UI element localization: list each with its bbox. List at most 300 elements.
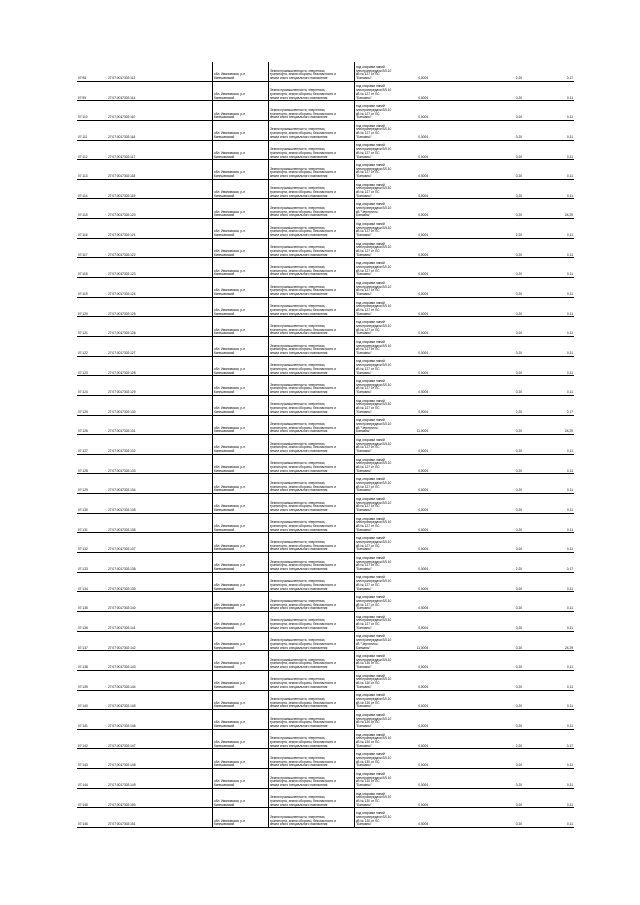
- row-number: 07:128: [77, 454, 107, 474]
- permitted-use-line: электропередачи ВЛ-10: [356, 539, 392, 544]
- amount-value: 0,11: [523, 435, 574, 455]
- amount-value: 0,17: [523, 395, 574, 415]
- amount-value: 24,29: [523, 631, 574, 651]
- land-category: [269, 572, 355, 592]
- permitted-use-line: под опорами линий: [356, 182, 385, 187]
- permitted-use-line: под опорами линий: [356, 771, 385, 776]
- permitted-use: [355, 729, 408, 749]
- permitted-use-line: кВ № 127 от ПС: [356, 406, 380, 411]
- rate-value: 0,20: [429, 474, 523, 494]
- permitted-use-line: электропередачи ВЛ-10: [356, 166, 392, 171]
- permitted-use-line: электропередачи ВЛ-10: [356, 206, 392, 211]
- permitted-use-line: электропередачи ВЛ-10: [356, 68, 392, 73]
- land-category-line: земли иного специального назначения: [270, 488, 328, 493]
- area-value: 0,0004: [407, 238, 429, 258]
- permitted-use-line: электропередачи ВЛ-10: [356, 598, 392, 603]
- rate-value: 0,20: [429, 101, 523, 121]
- parcel-address-line: обл. Ивановская, р-н: [214, 759, 245, 764]
- area-value: 0,0004: [407, 160, 429, 180]
- amount-value: 0,11: [523, 317, 574, 337]
- parcel-address-line: обл. Ивановская, р-н: [214, 190, 245, 195]
- area-value: 0,0004: [407, 533, 429, 553]
- land-category: [269, 140, 355, 160]
- parcel-address-line: Кинешемский: [214, 724, 235, 729]
- land-category-line: транспорта, земли обороны, безопасности и: [270, 622, 336, 627]
- parcel-address-line: обл. Ивановская, р-н: [214, 307, 245, 312]
- parcel-address-line: Кинешемский: [214, 311, 235, 316]
- parcel-address-line: обл. Ивановская, р-н: [214, 249, 245, 253]
- area-value: 0,0004: [407, 670, 429, 690]
- cadastral-number: 27:07:0017302:121: [107, 219, 213, 239]
- row-number: 07:113: [77, 160, 107, 180]
- permitted-use-line: кВ № 127 от ПС: [356, 504, 380, 509]
- permitted-use-line: кВ № 127 от ПС: [356, 249, 380, 253]
- area-value: 0,0004: [407, 611, 429, 631]
- parcel-address-line: обл. Ивановская, р-н: [214, 347, 245, 352]
- permitted-use-line: кВ № 127 от ПС: [356, 268, 380, 273]
- cadastral-number: 27:07:0017302:150: [107, 788, 213, 808]
- permitted-use: [355, 533, 408, 553]
- land-category-line: земли иного специального назначения: [270, 174, 328, 179]
- parcel-address: [213, 513, 269, 533]
- land-category-line: транспорта, земли обороны, безопасности и: [270, 288, 336, 293]
- land-category: [269, 611, 355, 631]
- row-number: 07:125: [77, 395, 107, 415]
- land-category: [269, 317, 355, 337]
- permitted-use-line: "Батманы": [356, 75, 372, 80]
- area-value: 0,0004: [407, 435, 429, 455]
- permitted-use-line: под опорами линий: [356, 555, 385, 560]
- land-category-line: земли иного специального назначения: [270, 429, 328, 434]
- parcel-address: [213, 769, 269, 789]
- parcel-address-line: обл. Ивановская, р-н: [214, 641, 245, 646]
- area-value: 0,0004: [407, 278, 429, 298]
- land-category-line: транспорта, земли обороны, безопасности и: [270, 307, 336, 312]
- parcel-address-line: Кинешемский: [214, 566, 235, 571]
- permitted-use-line: под опорами линий: [356, 84, 385, 89]
- cadastral-number: 27:07:0017302:124: [107, 278, 213, 298]
- land-category-line: транспорта, земли обороны, безопасности и: [270, 798, 336, 803]
- land-category-line: земли иного специального назначения: [270, 822, 328, 827]
- parcel-address-line: обл. Ивановская, р-н: [214, 740, 245, 745]
- land-category-line: Земли промышленности, энергетики,: [270, 480, 326, 485]
- table-row: [77, 670, 574, 690]
- parcel-address-line: обл. Ивановская, р-н: [214, 386, 245, 391]
- permitted-use-line: "Батманы": [356, 350, 372, 355]
- permitted-use-line: кВ № 127 от ПС: [356, 111, 380, 116]
- rate-value: 0,20: [429, 494, 523, 514]
- amount-value: 24,29: [523, 415, 574, 435]
- permitted-use-line: Батманы": [356, 645, 371, 650]
- table-row: [77, 651, 574, 671]
- row-number: 07:126: [77, 415, 107, 435]
- land-category-line: транспорта, земли обороны, безопасности и: [270, 366, 336, 371]
- land-category: [269, 553, 355, 573]
- permitted-use-line: кВ "Чернятино-: [356, 641, 379, 646]
- table-row: [77, 297, 574, 317]
- land-category-line: транспорта, земли обороны, безопасности и: [270, 91, 336, 96]
- land-category-line: Земли промышленности, энергетики,: [270, 225, 326, 230]
- parcel-address-line: Кинешемский: [214, 174, 235, 179]
- land-category-line: Земли промышленности, энергетики,: [270, 88, 326, 93]
- permitted-use: [355, 101, 408, 121]
- cadastral-number: 27:07:0017302:122: [107, 238, 213, 258]
- row-number: 07:121: [77, 317, 107, 337]
- permitted-use-line: электропередачи ВЛ-10: [356, 559, 392, 564]
- permitted-use-line: электропередачи ВЛ-10: [356, 284, 392, 289]
- rate-value: 0,20: [429, 356, 523, 376]
- amount-value: 0,11: [523, 160, 574, 180]
- land-category-line: Земли промышленности, энергетики,: [270, 68, 326, 73]
- permitted-use-line: под опорами линий: [356, 379, 385, 384]
- parcel-address-line: обл. Ивановская, р-н: [214, 425, 245, 430]
- land-category-line: Земли промышленности, энергетики,: [270, 716, 326, 721]
- area-value: 0,0004: [407, 297, 429, 317]
- permitted-use-line: кВ № 127 от ПС: [356, 563, 380, 568]
- permitted-use-line: электропередачи ВЛ-10: [356, 657, 392, 662]
- land-category: [269, 219, 355, 239]
- permitted-use-line: "Батманы": [356, 311, 372, 316]
- amount-value: 0,17: [523, 553, 574, 573]
- parcel-address-line: Кинешемский: [214, 665, 235, 670]
- land-category: [269, 513, 355, 533]
- land-category-line: земли иного специального назначения: [270, 311, 328, 316]
- land-category-line: земли иного специального назначения: [270, 684, 328, 689]
- permitted-use: [355, 710, 408, 730]
- permitted-use-line: электропередачи ВЛ-10: [356, 323, 392, 328]
- cadastral-number: 27:07:0017302:127: [107, 336, 213, 356]
- land-category-line: транспорта, земли обороны, безопасности и: [270, 131, 336, 136]
- table-row: [77, 81, 574, 101]
- area-value: 0,0004: [407, 494, 429, 514]
- land-category-line: земли иного специального назначения: [270, 645, 328, 650]
- table-row: [77, 710, 574, 730]
- land-category-line: земли иного специального назначения: [270, 743, 328, 748]
- land-category: [269, 356, 355, 376]
- cadastral-number: 27:07:0017302:114: [107, 81, 213, 101]
- permitted-use-line: кВ № 127 от ПС: [356, 622, 380, 627]
- permitted-use-line: кВ "Чернятино-: [356, 209, 379, 214]
- parcel-address-line: обл. Ивановская, р-н: [214, 563, 245, 568]
- permitted-use: [355, 769, 408, 789]
- row-number: 07:130: [77, 494, 107, 514]
- parcel-address-line: обл. Ивановская, р-н: [214, 170, 245, 175]
- table-row: [77, 435, 574, 455]
- permitted-use-line: кВ "Чернятино-: [356, 425, 379, 430]
- table-row: [77, 415, 574, 435]
- land-category-line: Земли промышленности, энергетики,: [270, 363, 326, 368]
- land-category-line: транспорта, земли обороны, безопасности и: [270, 170, 336, 175]
- cadastral-number: 27:07:0017302:136: [107, 513, 213, 533]
- permitted-use-line: кВ № 127 от ПС: [356, 190, 380, 195]
- permitted-use-line: под опорами линий: [356, 143, 385, 148]
- area-value: 0,0004: [407, 199, 429, 219]
- parcel-address-line: обл. Ивановская, р-н: [214, 327, 245, 332]
- land-category-line: транспорта, земли обороны, безопасности и: [270, 818, 336, 823]
- rate-value: 2,20: [429, 219, 523, 239]
- table-row: [77, 356, 574, 376]
- permitted-use: [355, 356, 408, 376]
- permitted-use-line: электропередачи ВЛ-10: [356, 304, 392, 309]
- parcel-address: [213, 494, 269, 514]
- rate-value: 0,20: [429, 769, 523, 789]
- permitted-use: [355, 749, 408, 769]
- cadastral-number: 27:07:0017302:143: [107, 651, 213, 671]
- cadastral-number: 27:07:0017302:133: [107, 454, 213, 474]
- land-category: [269, 769, 355, 789]
- parcel-address: [213, 454, 269, 474]
- parcel-address-line: Кинешемский: [214, 449, 235, 454]
- permitted-use-line: электропередачи ВЛ-10: [356, 127, 392, 132]
- permitted-use-line: "Батманы": [356, 154, 372, 159]
- rate-value: 0,20: [429, 120, 523, 140]
- land-category-line: Земли промышленности, энергетики,: [270, 500, 326, 505]
- permitted-use-line: "Батманы": [356, 95, 372, 100]
- land-category-line: Земли промышленности, энергетики,: [270, 206, 326, 211]
- table-row: [77, 376, 574, 396]
- parcel-address: [213, 356, 269, 376]
- permitted-use-line: "Батманы": [356, 724, 372, 729]
- land-category-line: транспорта, земли обороны, безопасности и: [270, 72, 336, 77]
- parcel-address-line: обл. Ивановская, р-н: [214, 681, 245, 686]
- row-number: 07:131: [77, 513, 107, 533]
- land-category: [269, 376, 355, 396]
- row-number: 07:99: [77, 81, 107, 101]
- row-number: 07:118: [77, 258, 107, 278]
- parcel-address: [213, 415, 269, 435]
- row-number: 07:114: [77, 179, 107, 199]
- land-category-line: Земли промышленности, энергетики,: [270, 264, 326, 269]
- permitted-use: [355, 140, 408, 160]
- parcel-address: [213, 631, 269, 651]
- permitted-use-line: под опорами линий: [356, 261, 385, 266]
- parcel-address: [213, 336, 269, 356]
- row-number: 07:132: [77, 533, 107, 553]
- land-category: [269, 474, 355, 494]
- parcel-address: [213, 317, 269, 337]
- cadastral-number: 27:07:0017302:137: [107, 533, 213, 553]
- land-category-line: земли иного специального назначения: [270, 586, 328, 591]
- cadastral-number: 27:07:0017302:135: [107, 494, 213, 514]
- land-category-line: транспорта, земли обороны, безопасности и: [270, 425, 336, 430]
- permitted-use-line: под опорами линий: [356, 575, 385, 580]
- land-category-line: транспорта, земли обороны, безопасности и: [270, 268, 336, 273]
- permitted-use-line: кВ № 130 от ПС: [356, 720, 380, 725]
- area-value: 0,0004: [407, 395, 429, 415]
- permitted-use-line: электропередачи ВЛ-10: [356, 697, 392, 702]
- permitted-use-line: под опорами линий: [356, 654, 385, 659]
- permitted-use-line: "Батманы": [356, 527, 372, 532]
- parcel-address: [213, 435, 269, 455]
- permitted-use-line: под опорами линий: [356, 300, 385, 305]
- land-category-line: земли иного специального назначения: [270, 547, 328, 552]
- land-category-line: земли иного специального назначения: [270, 704, 328, 709]
- parcel-address-line: Кинешемский: [214, 468, 235, 473]
- table-row: [77, 140, 574, 160]
- permitted-use: [355, 199, 408, 219]
- area-value: 0,0004: [407, 592, 429, 612]
- parcel-address: [213, 611, 269, 631]
- amount-value: 0,11: [523, 749, 574, 769]
- land-category: [269, 690, 355, 710]
- permitted-use-line: "Батманы": [356, 134, 372, 139]
- permitted-use-line: под опорами линий: [356, 673, 385, 678]
- parcel-address: [213, 729, 269, 749]
- row-number: 07:98: [77, 62, 107, 81]
- land-category: [269, 258, 355, 278]
- permitted-use: [355, 258, 408, 278]
- land-category-line: транспорта, земли обороны, безопасности и: [270, 150, 336, 155]
- parcel-address-line: Кинешемский: [214, 625, 235, 630]
- table-row: [77, 769, 574, 789]
- permitted-use-line: под опорами линий: [356, 791, 385, 796]
- permitted-use-line: "Батманы": [356, 684, 372, 689]
- table-row: [77, 513, 574, 533]
- permitted-use-line: "Батманы": [356, 272, 372, 277]
- row-number: 07:112: [77, 140, 107, 160]
- land-category: [269, 651, 355, 671]
- area-value: 0,0004: [407, 120, 429, 140]
- land-category-line: земли иного специального назначения: [270, 665, 328, 670]
- amount-value: 0,17: [523, 729, 574, 749]
- permitted-use-line: под опорами линий: [356, 595, 385, 600]
- land-category: [269, 631, 355, 651]
- rate-value: 0,20: [429, 572, 523, 592]
- cadastral-number: 27:07:0017302:116: [107, 120, 213, 140]
- parcel-address: [213, 219, 269, 239]
- permitted-use-line: Батманы": [356, 213, 371, 218]
- permitted-use-line: под опорами линий: [356, 241, 385, 246]
- area-value: 0,0004: [407, 690, 429, 710]
- permitted-use: [355, 611, 408, 631]
- cadastral-number: 27:07:0017302:118: [107, 160, 213, 180]
- table-row: [77, 101, 574, 121]
- permitted-use-line: электропередачи ВЛ-10: [356, 343, 392, 348]
- parcel-address-line: Кинешемский: [214, 527, 235, 532]
- amount-value: 0,11: [523, 297, 574, 317]
- table-row: [77, 454, 574, 474]
- land-category-line: Земли промышленности, энергетики,: [270, 304, 326, 309]
- parcel-address: [213, 710, 269, 730]
- table-body: [77, 62, 574, 827]
- permitted-use: [355, 238, 408, 258]
- land-category-line: земли иного специального назначения: [270, 606, 328, 611]
- table-row: [77, 474, 574, 494]
- table-row: [77, 120, 574, 140]
- area-value: 0,0004: [407, 651, 429, 671]
- land-category: [269, 199, 355, 219]
- permitted-use-line: кВ № 127 от ПС: [356, 366, 380, 371]
- amount-value: 0,11: [523, 140, 574, 160]
- table-row: [77, 494, 574, 514]
- land-category-line: земли иного специального назначения: [270, 233, 328, 238]
- permitted-use: [355, 297, 408, 317]
- land-category-line: земли иного специального назначения: [270, 449, 328, 454]
- permitted-use-line: электропередачи ВЛ-10: [356, 422, 392, 427]
- rate-value: 0,20: [429, 435, 523, 455]
- land-category-line: Земли промышленности, энергетики,: [270, 638, 326, 643]
- parcel-address-line: Кинешемский: [214, 684, 235, 689]
- cadastral-number: 27:07:0017302:123: [107, 258, 213, 278]
- land-category: [269, 435, 355, 455]
- land-category-line: Земли промышленности, энергетики,: [270, 677, 326, 682]
- permitted-use: [355, 278, 408, 298]
- permitted-use-line: "Батманы": [356, 193, 372, 198]
- land-category-line: земли иного специального назначения: [270, 331, 328, 336]
- parcel-address-line: Кинешемский: [214, 75, 235, 80]
- row-number: 07:139: [77, 670, 107, 690]
- table-row: [77, 631, 574, 651]
- land-category-line: транспорта, земли обороны, безопасности и: [270, 229, 336, 234]
- cadastral-number: 27:07:0017302:148: [107, 749, 213, 769]
- cadastral-number: 27:07:0017302:145: [107, 690, 213, 710]
- permitted-use-line: под опорами линий: [356, 163, 385, 168]
- area-value: 0,0004: [407, 769, 429, 789]
- row-number: 07:117: [77, 238, 107, 258]
- parcel-address-line: Кинешемский: [214, 704, 235, 709]
- parcel-address-line: Кинешемский: [214, 233, 235, 238]
- permitted-use-line: "Батманы": [356, 822, 372, 827]
- cadastral-number: 27:07:0017302:139: [107, 572, 213, 592]
- parcel-address-line: обл. Ивановская, р-н: [214, 445, 245, 450]
- rate-value: 0,20: [429, 258, 523, 278]
- parcel-address-line: Кинешемский: [214, 193, 235, 198]
- land-category-line: транспорта, земли обороны, безопасности и: [270, 543, 336, 548]
- land-category-line: Земли промышленности, энергетики,: [270, 323, 326, 328]
- land-category: [269, 395, 355, 415]
- row-number: 07:123: [77, 356, 107, 376]
- permitted-use-line: "Батманы": [356, 449, 372, 454]
- land-category-line: транспорта, земли обороны, безопасности и: [270, 759, 336, 764]
- table-row: [77, 611, 574, 631]
- parcel-address-line: Кинешемский: [214, 429, 235, 434]
- permitted-use-line: электропередачи ВЛ-10: [356, 775, 392, 780]
- permitted-use-line: электропередачи ВЛ-10: [356, 736, 392, 741]
- row-number: 07:129: [77, 474, 107, 494]
- permitted-use-line: электропередачи ВЛ-10: [356, 461, 392, 466]
- permitted-use-line: кВ № 130 от ПС: [356, 681, 380, 686]
- land-category-line: земли иного специального назначения: [270, 95, 328, 100]
- parcel-address-line: обл. Ивановская, р-н: [214, 131, 245, 136]
- permitted-use-line: кВ № 130 от ПС: [356, 779, 380, 784]
- land-category: [269, 297, 355, 317]
- land-category: [269, 788, 355, 808]
- land-category: [269, 533, 355, 553]
- land-category-line: транспорта, земли обороны, безопасности и: [270, 406, 336, 411]
- rate-value: 0,20: [429, 278, 523, 298]
- land-category-line: земли иного специального назначения: [270, 390, 328, 395]
- row-number: 07:142: [77, 729, 107, 749]
- amount-value: 0,11: [523, 278, 574, 298]
- parcel-address: [213, 670, 269, 690]
- permitted-use-line: электропередачи ВЛ-10: [356, 795, 392, 800]
- row-number: 07:115: [77, 199, 107, 219]
- cadastral-number: 27:07:0017302:149: [107, 769, 213, 789]
- parcel-address: [213, 808, 269, 828]
- cadastral-number: 27:07:0017302:132: [107, 435, 213, 455]
- cadastral-number: 27:07:0017302:129: [107, 376, 213, 396]
- parcel-address: [213, 81, 269, 101]
- row-number: 07:144: [77, 769, 107, 789]
- parcel-address-line: Кинешемский: [214, 252, 235, 257]
- rate-value: 0,20: [429, 749, 523, 769]
- area-value: 0,0004: [407, 474, 429, 494]
- parcel-address: [213, 690, 269, 710]
- land-category-line: транспорта, земли обороны, безопасности и: [270, 504, 336, 509]
- permitted-use: [355, 160, 408, 180]
- permitted-use-line: "Батманы": [356, 665, 372, 670]
- parcel-address: [213, 376, 269, 396]
